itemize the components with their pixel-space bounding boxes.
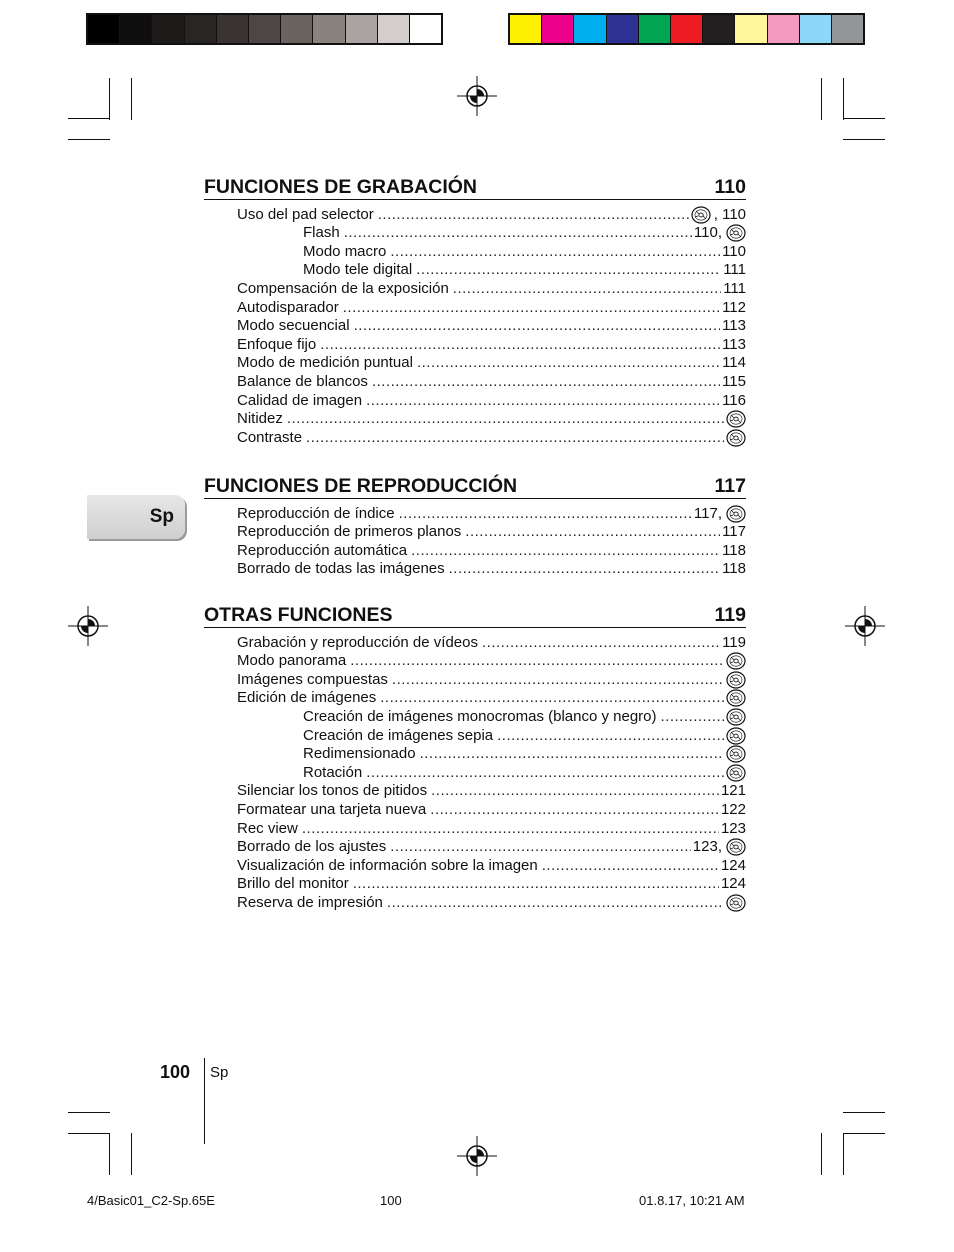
cd-rom-reference-icon	[726, 505, 746, 523]
toc-entry	[204, 652, 746, 671]
dot-leader	[411, 542, 720, 560]
dot-leader	[420, 745, 724, 763]
toc-entry-page-ref	[721, 801, 746, 819]
dot-leader	[306, 429, 724, 447]
toc-entry-page-ref	[726, 689, 746, 707]
toc-entry-label: Modo macro	[303, 242, 387, 260]
toc-entry	[204, 298, 746, 317]
color-swatch	[510, 15, 542, 43]
toc-entry-page-ref	[726, 410, 746, 428]
crop-mark	[131, 78, 132, 120]
toc-entry	[204, 523, 746, 542]
toc-entry-label: Reproducción de primeros planos	[237, 523, 462, 541]
cd-rom-reference-icon	[726, 410, 746, 428]
toc-entry-label: Calidad de imagen	[237, 391, 363, 409]
dot-leader	[399, 505, 692, 523]
toc-entry	[204, 410, 746, 429]
toc-entry-page-ref	[722, 317, 746, 335]
slug-date: 01.8.17, 10:21 AM	[639, 1193, 745, 1208]
toc-entry-page-ref	[726, 727, 746, 745]
dot-leader	[390, 838, 691, 856]
crop-mark	[843, 78, 844, 120]
color-swatch	[671, 15, 703, 43]
toc-entry-label: Modo de medición puntual	[237, 354, 413, 372]
crop-mark	[843, 1133, 844, 1175]
toc-entry	[204, 707, 746, 726]
toc-entry-page: 113	[722, 335, 746, 353]
toc-entry-page: 118	[722, 560, 746, 578]
toc-entry	[204, 504, 746, 523]
section-page: 110	[714, 176, 746, 198]
color-swatch	[313, 15, 345, 43]
cd-rom-reference-icon	[726, 727, 746, 745]
crop-mark	[131, 1133, 132, 1175]
toc-entry-page-ref	[721, 820, 746, 838]
dot-leader	[302, 820, 719, 838]
toc-entry-label: Balance de blancos	[237, 372, 368, 390]
color-swatch	[410, 15, 441, 43]
toc-entry-page: 124	[720, 875, 746, 893]
color-swatch	[88, 15, 120, 43]
cd-rom-reference-icon	[726, 671, 746, 689]
page-language: Sp	[210, 1064, 229, 1081]
registration-target-icon	[845, 606, 885, 646]
toc-entry-page-ref	[722, 523, 746, 541]
toc-entry	[204, 317, 746, 336]
toc-entry-page-ref	[694, 505, 746, 523]
toc-entry	[204, 800, 746, 819]
crop-mark	[68, 139, 110, 140]
toc-entry-label: Autodisparador	[237, 298, 339, 316]
cd-rom-reference-icon	[726, 652, 746, 670]
toc-entry-page-ref	[726, 745, 746, 763]
section-funciones-grabacion	[204, 176, 746, 447]
toc-entry	[204, 224, 746, 243]
dot-leader	[350, 652, 724, 670]
section-funciones-reproduccion	[204, 475, 746, 578]
toc-entry-page: 117,	[693, 504, 722, 522]
section-page: 119	[714, 604, 746, 626]
cd-rom-reference-icon	[726, 764, 746, 782]
dot-leader	[482, 634, 720, 652]
toc-entry-label: Grabación y reproducción de vídeos	[237, 633, 478, 651]
toc-entry-page-ref	[691, 206, 746, 224]
toc-entry	[204, 279, 746, 298]
dot-leader	[343, 299, 720, 317]
toc-entry-page-ref	[726, 764, 746, 782]
color-swatch	[249, 15, 281, 43]
toc-entry-page: 110	[722, 242, 746, 260]
cd-rom-reference-icon	[726, 894, 746, 912]
cd-rom-reference-icon	[726, 745, 746, 763]
toc-entry-label: Rotación	[303, 763, 363, 781]
cd-rom-reference-icon	[726, 838, 746, 856]
toc-entry-page: 121	[720, 782, 746, 800]
toc-entry-page: 110,	[693, 224, 722, 242]
toc-entry-page: 113	[722, 317, 746, 335]
toc-entry	[204, 745, 746, 764]
dot-leader	[366, 764, 724, 782]
dot-leader	[497, 727, 724, 745]
side-tab-label: Sp	[149, 506, 174, 527]
toc-entry-page-ref	[722, 299, 746, 317]
section-header	[204, 475, 746, 499]
toc-entry-page-ref	[726, 894, 746, 912]
toc-entry-page-ref	[722, 373, 746, 391]
toc-entry-label: Modo panorama	[237, 652, 347, 670]
toc-entry-page: 118	[722, 541, 746, 559]
toc-entry-label: Flash	[303, 224, 340, 242]
color-swatch	[607, 15, 639, 43]
toc-entry-page: 112	[722, 298, 746, 316]
toc-entry-page-ref	[722, 243, 746, 261]
registration-target-icon	[457, 76, 497, 116]
crop-mark	[68, 118, 110, 119]
toc-entry-page-ref	[722, 542, 746, 560]
toc-entry-page: 116	[722, 391, 746, 409]
toc-entry-page-ref	[722, 634, 746, 652]
toc-entry-label: Reserva de impresión	[237, 893, 383, 911]
page-number: 100	[160, 1062, 191, 1082]
toc-entry-page-ref	[721, 782, 746, 800]
color-swatch	[703, 15, 735, 43]
toc-entry-page: 117	[722, 523, 746, 541]
toc-entry	[204, 633, 746, 652]
toc-entry-label: Modo tele digital	[303, 261, 413, 279]
toc-entry	[204, 372, 746, 391]
slug-page: 100	[380, 1193, 402, 1208]
color-swatch	[574, 15, 606, 43]
toc-entry-page: 124	[720, 856, 746, 874]
toc-entry-label: Creación de imágenes monocromas (blanco y negro)	[303, 707, 657, 725]
section-title: OTRAS FUNCIONES	[204, 604, 393, 626]
color-swatch	[217, 15, 249, 43]
crop-mark	[843, 139, 885, 140]
color-swatch	[346, 15, 378, 43]
toc-entry-page-ref	[722, 560, 746, 578]
color-swatch	[542, 15, 574, 43]
color-swatch	[832, 15, 863, 43]
dot-leader	[378, 206, 689, 224]
toc-entry-page-ref	[722, 392, 746, 410]
dot-leader	[287, 410, 724, 428]
toc-entry-page-ref	[726, 429, 746, 447]
toc-entry-label: Borrado de los ajustes	[237, 838, 387, 856]
toc-entry	[204, 819, 746, 838]
color-calibration-bar	[508, 13, 865, 45]
cd-rom-reference-icon	[726, 708, 746, 726]
toc-entry-page: 122	[720, 800, 746, 818]
toc-entry-page: 123,	[692, 838, 722, 856]
crop-mark	[821, 78, 822, 120]
toc-entry-label: Compensación de la exposición	[237, 279, 449, 297]
dot-leader	[431, 782, 719, 800]
toc-entry-label: Brillo del monitor	[237, 875, 349, 893]
toc-entry-label: Silenciar los tonos de pitidos	[237, 782, 428, 800]
toc-entry-page-ref	[694, 224, 746, 242]
toc-entry	[204, 838, 746, 857]
color-swatch	[768, 15, 800, 43]
dot-leader	[430, 801, 719, 819]
color-swatch	[735, 15, 767, 43]
toc-list	[204, 499, 746, 578]
crop-mark	[109, 78, 110, 120]
color-swatch	[185, 15, 217, 43]
dot-leader	[542, 857, 719, 875]
cd-rom-reference-icon	[726, 689, 746, 707]
toc-entry-page-ref	[726, 708, 746, 726]
dot-leader	[353, 875, 719, 893]
toc-entry-label: Creación de imágenes sepia	[303, 726, 494, 744]
toc-entry-label: Reproducción de índice	[237, 504, 395, 522]
toc-entry-page-ref	[722, 354, 746, 372]
toc-entry-label: Edición de imágenes	[237, 689, 377, 707]
toc-entry	[204, 205, 746, 224]
toc-entry	[204, 354, 746, 373]
dot-leader	[449, 560, 720, 578]
section-page: 117	[714, 475, 746, 497]
registration-target-icon	[457, 1136, 497, 1176]
dot-leader	[344, 224, 692, 242]
footer-rule	[204, 1058, 205, 1144]
cd-rom-reference-icon	[726, 429, 746, 447]
toc-entry-page: 123	[720, 819, 746, 837]
toc-entry-label: Imágenes compuestas	[237, 670, 388, 688]
section-header	[204, 176, 746, 200]
dot-leader	[387, 894, 724, 912]
crop-mark	[821, 1133, 822, 1175]
crop-mark	[68, 1112, 110, 1113]
crop-mark	[109, 1133, 110, 1175]
crop-mark	[843, 1112, 885, 1113]
dot-leader	[366, 392, 720, 410]
toc-entry-label: Nitidez	[237, 410, 283, 428]
toc-entry-label: Redimensionado	[303, 745, 416, 763]
color-swatch	[639, 15, 671, 43]
dot-leader	[372, 373, 720, 391]
color-swatch	[378, 15, 410, 43]
cd-rom-reference-icon	[726, 224, 746, 242]
toc-entry-page: , 110	[713, 205, 746, 223]
color-swatch	[281, 15, 313, 43]
toc-entry-page-ref	[723, 280, 746, 298]
toc-entry	[204, 782, 746, 801]
toc-entry-page-ref	[721, 875, 746, 893]
language-side-tab	[87, 495, 185, 539]
dot-leader	[390, 243, 720, 261]
toc-entry	[204, 875, 746, 894]
toc-entry-page-ref	[722, 336, 746, 354]
toc-entry-label: Modo secuencial	[237, 317, 350, 335]
section-title: FUNCIONES DE REPRODUCCIÓN	[204, 475, 518, 497]
cd-rom-reference-icon	[691, 206, 711, 224]
toc-entry-page: 119	[722, 633, 746, 651]
toc-list	[204, 200, 746, 447]
dot-leader	[465, 523, 720, 541]
grayscale-calibration-bar	[86, 13, 443, 45]
toc-entry-page: 115	[722, 372, 746, 390]
toc-entry-label: Visualización de información sobre la imagen	[237, 856, 538, 874]
toc-entry-label: Uso del pad selector	[237, 205, 374, 223]
toc-entry	[204, 391, 746, 410]
toc-entry-page: 114	[722, 354, 746, 372]
section-title: FUNCIONES DE GRABACIÓN	[204, 176, 478, 198]
color-swatch	[152, 15, 184, 43]
toc-entry-label: Contraste	[237, 428, 303, 446]
toc-entry-page: 111	[723, 279, 746, 297]
toc-entry	[204, 689, 746, 708]
registration-target-icon	[68, 606, 108, 646]
toc-entry	[204, 242, 746, 261]
crop-mark	[843, 118, 885, 119]
crop-mark	[68, 1133, 110, 1134]
dot-leader	[417, 354, 720, 372]
toc-entry-label: Borrado de todas las imágenes	[237, 560, 445, 578]
slug-filename: 4/Basic01_C2-Sp.65E	[87, 1193, 215, 1208]
toc-entry	[204, 428, 746, 447]
toc-entry-page-ref	[723, 261, 746, 279]
toc-entry	[204, 541, 746, 560]
crop-mark	[843, 1133, 885, 1134]
toc-entry	[204, 763, 746, 782]
toc-entry	[204, 893, 746, 912]
toc-entry-page-ref	[726, 652, 746, 670]
dot-leader	[416, 261, 721, 279]
toc-entry-page-ref	[726, 671, 746, 689]
dot-leader	[320, 336, 720, 354]
toc-entry-page: 111	[723, 261, 746, 279]
color-swatch	[800, 15, 832, 43]
dot-leader	[453, 280, 721, 298]
toc-entry	[204, 335, 746, 354]
color-swatch	[120, 15, 152, 43]
toc-entry	[204, 726, 746, 745]
dot-leader	[354, 317, 721, 335]
toc-entry-label: Reproducción automática	[237, 541, 408, 559]
toc-entry	[204, 560, 746, 579]
toc-entry-page-ref	[721, 857, 746, 875]
toc-entry-page-ref	[693, 838, 746, 856]
dot-leader	[380, 689, 724, 707]
toc-entry-label: Enfoque fijo	[237, 335, 317, 353]
toc-entry-label: Rec view	[237, 819, 298, 837]
section-header	[204, 604, 746, 628]
toc-entry	[204, 670, 746, 689]
section-otras-funciones	[204, 604, 746, 912]
toc-entry	[204, 856, 746, 875]
toc-entry-label: Formatear una tarjeta nueva	[237, 800, 427, 818]
toc-entry	[204, 261, 746, 280]
toc-list	[204, 628, 746, 912]
dot-leader	[661, 708, 724, 726]
dot-leader	[392, 671, 724, 689]
